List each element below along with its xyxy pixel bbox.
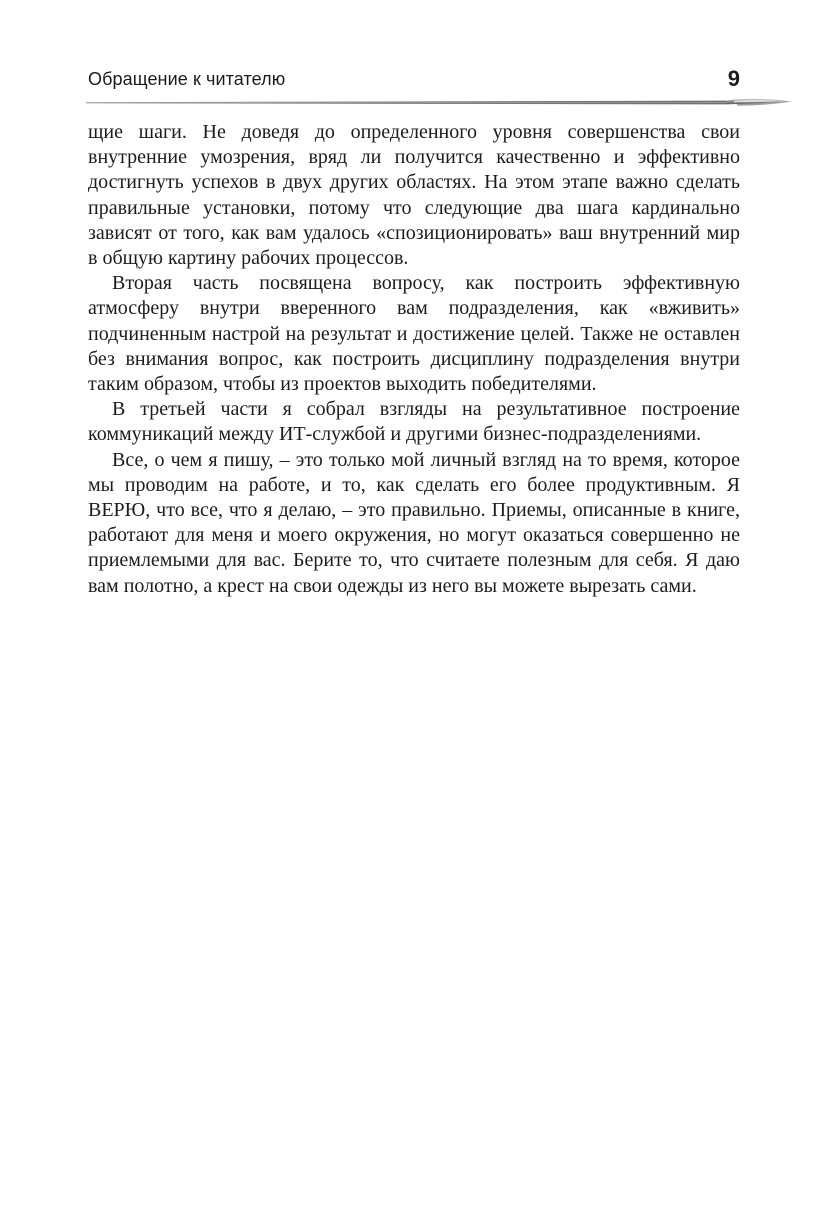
paragraph: щие шаги. Не доведя до определенного уровня совершенства свои внутренние умозрения, вряд ли получится качественно и эффективно достигнуть успехов в двух других областях. На этом этапе важно сделать правильные установки, потому что следующие два шага кардинально зависят от того, как вам удалось «спозиционировать» ваш внутренний мир в общую картину рабочих процессов. bbox=[88, 121, 740, 270]
header-rule-ornament bbox=[86, 96, 792, 112]
page-number: 9 bbox=[727, 66, 740, 91]
paragraph: В третьей части я собрал взгляды на результативное построение коммуникаций между ИТ-службой и другими бизнес-подразделениями. bbox=[88, 398, 740, 446]
body-text bbox=[88, 120, 740, 599]
running-header bbox=[88, 66, 740, 94]
paragraph: Вторая часть посвящена вопросу, как построить эффективную атмосферу внутри вверенного вам подразделения, как «вживить» подчиненным настрой на результат и достижение целей. Также не оставлен без внимания вопрос, как построить дисциплину подразделения внутри таким образом, чтобы из проектов выходить победителями. bbox=[88, 272, 740, 396]
paragraph: Все, о чем я пишу, – это только мой личный взгляд на то время, которое мы проводим на работе, и то, как сделать его более продуктивным. Я ВЕРЮ, что все, что я делаю, – это правильно. Приемы, описанные в книге, работают для меня и моего окружения, но могут оказаться совершенно не приемлемыми для вас. Берите то, что считаете полезным для себя. Я даю вам полотно, а крест на свои одежды из него вы можете вырезать сами. bbox=[88, 448, 740, 597]
chapter-title: Обращение к читателю bbox=[88, 69, 286, 89]
